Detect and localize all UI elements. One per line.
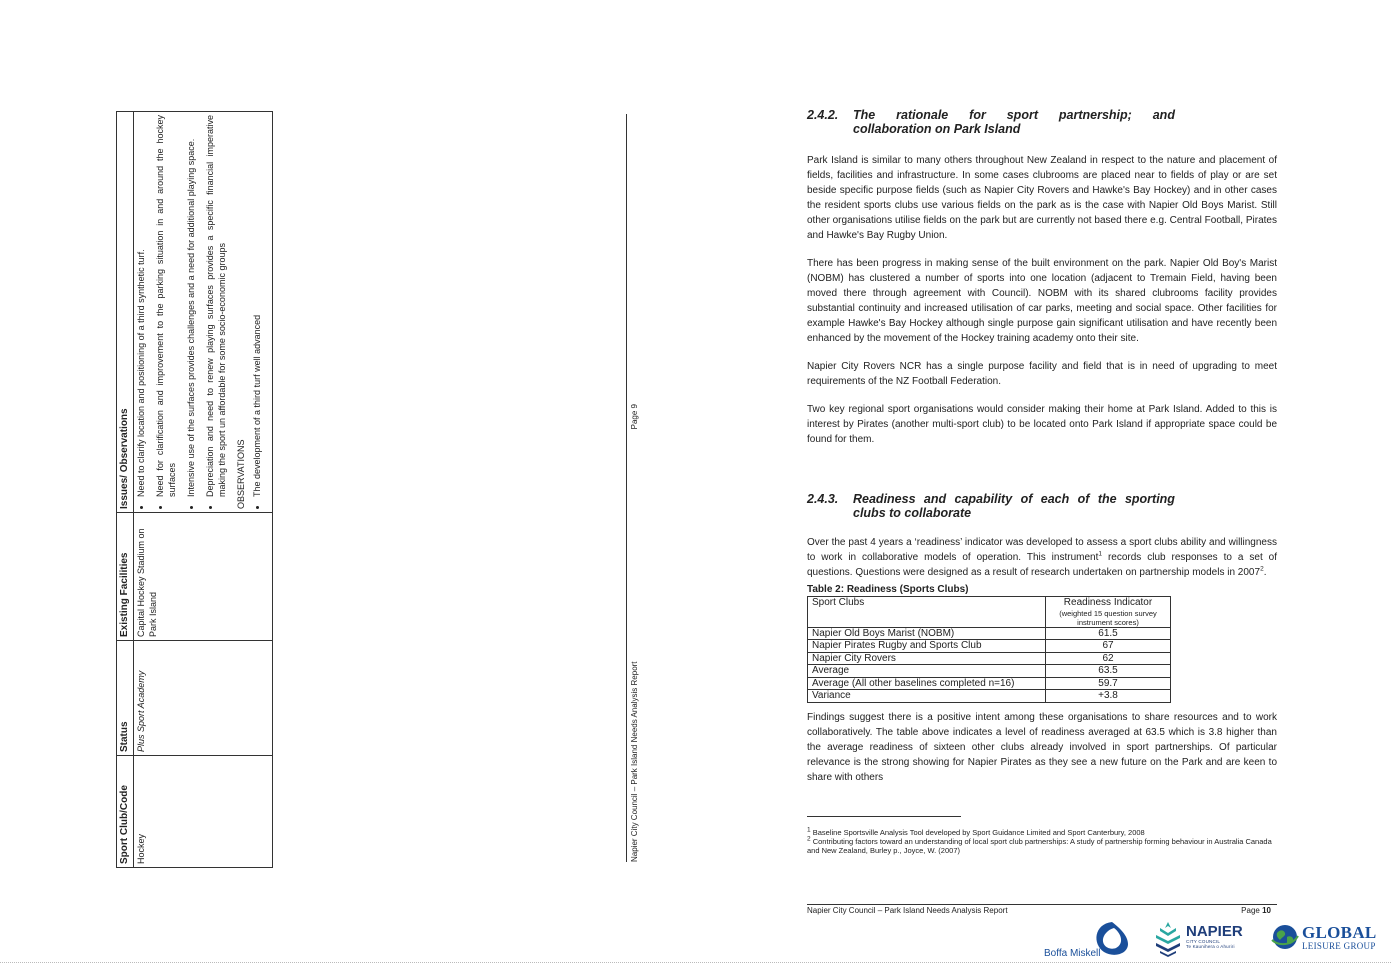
cell-club: Variance bbox=[808, 690, 1046, 703]
heading-word: for bbox=[969, 108, 986, 122]
table-row bbox=[808, 665, 1171, 678]
paragraph: Two key regional sport organisations would consider making their home at Park Island. Added to this is interest by Pirates (another multi-sport club) to be located onto Park Island if appropriate space could be found for them. bbox=[807, 404, 1277, 445]
heading-line-2: clubs to collaborate bbox=[853, 506, 972, 520]
section-2-4-3-heading bbox=[807, 492, 1175, 520]
heading-word: each bbox=[1040, 492, 1070, 506]
cell-value: 59.7 bbox=[1046, 677, 1171, 690]
cell-club: Average (All other baselines completed n=16) bbox=[808, 677, 1046, 690]
table-header-row bbox=[117, 112, 134, 868]
header-readiness-indicator bbox=[1046, 597, 1171, 628]
observations-label: OBSERVATIONS bbox=[236, 439, 247, 509]
cell-value: +3.8 bbox=[1046, 690, 1171, 703]
header-indicator-sub: (weighted 15 question survey instrument scores) bbox=[1059, 608, 1157, 627]
heading-word: Readiness bbox=[853, 492, 916, 506]
header-sport-clubs: Sport Clubs bbox=[808, 597, 1046, 628]
cell-club: Average bbox=[808, 665, 1046, 678]
global-logo-title: GLOBAL bbox=[1302, 923, 1377, 942]
table-row bbox=[808, 677, 1171, 690]
paragraph: Park Island is similar to many others throughout New Zealand in respect to the nature and placement of fields, facilities and infrastructure. In some cases clubrooms are placed near to fields of play or are set beside specific purpose fields (such as Napier City Rovers and Hawke's Bay Hockey) and in other cases the resident sports clubs use various fields on the park as is the case with Napier Old Boys Marist. Still other organisations utilise fields on the park but are currently not based there e.g. Central Football, Pirates and Hawke's Bay Rugby Union. bbox=[807, 155, 1277, 241]
cell-value: 62 bbox=[1046, 652, 1171, 665]
rotated-table-container bbox=[116, 112, 262, 868]
cell-value: 63.5 bbox=[1046, 665, 1171, 678]
globe-icon bbox=[1270, 922, 1300, 952]
section-2-4-2-heading bbox=[807, 108, 1175, 136]
heading-line-1 bbox=[853, 492, 1175, 506]
list-item: • Need to clarify location and positioning of a third synthetic turf. bbox=[135, 115, 147, 497]
left-page-footer bbox=[624, 114, 640, 862]
page-edge-dotted-line bbox=[0, 962, 1391, 963]
footnote-text: Contributing factors toward an understanding of local sport club partnerships: A study of partnership forming behaviour in Australia Canada and New Zealand, Burley p., Joyce, W. (2007) bbox=[807, 836, 1272, 855]
cell-facilities: Capital Hockey Stadium on Park Island bbox=[133, 513, 272, 641]
footnote-ref-1: 1 bbox=[1098, 550, 1102, 558]
heading-word: and bbox=[923, 492, 947, 506]
intro-text: . bbox=[1263, 567, 1267, 578]
cell-value: 67 bbox=[1046, 640, 1171, 653]
section-number: 2.4.2. bbox=[807, 108, 839, 122]
list-item: • Intensive use of the surfaces provides challenges and a need for additional playing space. bbox=[185, 115, 197, 497]
footer-page-number bbox=[1241, 906, 1271, 915]
napier-fern-icon bbox=[1152, 920, 1184, 958]
paragraph: Napier City Rovers NCR has a single purpose facility and field that is in need of upgrading to meet requirements of the NZ Football Federation. bbox=[807, 361, 1277, 387]
rotated-footer-text bbox=[628, 114, 640, 862]
heading-word: partnership; bbox=[1058, 108, 1132, 122]
cell-club: Napier Pirates Rugby and Sports Club bbox=[808, 640, 1046, 653]
napier-city-council-logo bbox=[1152, 920, 1244, 960]
section-number: 2.4.3. bbox=[807, 492, 839, 506]
footer-report-title: Napier City Council – Park Island Needs Analysis Report bbox=[629, 661, 639, 862]
hockey-issues-table bbox=[116, 111, 273, 868]
footer-report-title: Napier City Council – Park Island Needs Analysis Report bbox=[807, 906, 1008, 915]
list-item: • Depreciation and need to renew playing surfaces provides a specific financial imperative making the sport un affordable for some socio-economic groups bbox=[204, 115, 228, 497]
heading-word: the bbox=[1097, 492, 1117, 506]
table-row bbox=[133, 112, 272, 868]
table-row bbox=[808, 640, 1171, 653]
footnote-ref-2: 2 bbox=[1260, 565, 1264, 573]
intro-text: Over the past 4 years a ‘readiness’ indicator was developed to assess a sport clubs ability and willingness to work in collaborative models of operation. This instrument bbox=[807, 537, 1277, 563]
header-sport-club: Sport Club/Code bbox=[117, 756, 134, 868]
right-page bbox=[807, 108, 1277, 855]
heading-line-1 bbox=[853, 108, 1175, 122]
readiness-intro bbox=[807, 535, 1277, 580]
footnote-mark: 1 bbox=[807, 826, 811, 833]
page-label: Page bbox=[1241, 906, 1260, 915]
cell-club: Hockey bbox=[133, 756, 272, 868]
paragraph: There has been progress in making sense of the built environment on the park. Napier Old Boy's Marist (NOBM) has clustered a number of sports into one location (adjacent to Tremain Field, having been moved there through agreement with Council). NOBM with its shared clubrooms facility provides substantial continuity and increased utilisation of car parks, meeting and social space. Other facilities for example Hawke's Bay Hockey although single purpose gain significant utilisation and have recently been enhanced by the movement of the Hockey training academy onto their site. bbox=[807, 258, 1277, 344]
right-footer-rule bbox=[807, 904, 1277, 905]
napier-logo-sub: CITY COUNCIL bbox=[1186, 939, 1221, 944]
list-item: • Need for clarification and improvement to the parking situation in and around the hockey surfaces bbox=[154, 115, 178, 497]
napier-logo-text bbox=[1186, 924, 1243, 949]
napier-logo-title: NAPIER bbox=[1186, 923, 1243, 940]
cell-value: 61.5 bbox=[1046, 627, 1171, 640]
heading-word: sport bbox=[1006, 108, 1038, 122]
page-number: 10 bbox=[1262, 906, 1271, 915]
heading-word: rationale bbox=[896, 108, 949, 122]
boffa-logo-text: Boffa Miskell bbox=[1044, 948, 1101, 959]
right-page-footer bbox=[807, 906, 1271, 915]
napier-logo-maori: Te Kaunihera o Ahuriri bbox=[1186, 944, 1235, 949]
cell-club: Napier City Rovers bbox=[808, 652, 1046, 665]
header-status: Status bbox=[117, 641, 134, 756]
footer-page-number: Page 9 bbox=[629, 404, 639, 430]
table-row bbox=[808, 652, 1171, 665]
header-existing-facilities: Existing Facilities bbox=[117, 513, 134, 641]
cell-club: Napier Old Boys Marist (NOBM) bbox=[808, 627, 1046, 640]
intro-text: records club responses to a set of questions. Questions were designed as a result of research undertaken on partnership models in 2007 bbox=[807, 552, 1278, 578]
global-leisure-group-logo bbox=[1270, 922, 1380, 956]
footnote-1 bbox=[807, 828, 1277, 837]
heading-word: capability bbox=[954, 492, 1013, 506]
heading-word: The bbox=[853, 108, 876, 122]
heading-word: of bbox=[1077, 492, 1090, 506]
findings-paragraph: Findings suggest there is a positive intent among these organisations to share resources and to work collaboratively. The table above indicates a level of readiness averaged at 63.5 which is 3.8 higher than the average readiness of sixteen other clubs already involved in sport partnerships. Of particular relevance is the strong showing for Napier Pirates as they see a new future on the Park and are keen to share with others bbox=[807, 711, 1277, 783]
table-header-row bbox=[808, 597, 1171, 628]
issues-list bbox=[135, 115, 229, 509]
global-logo-sub: LEISURE GROUP bbox=[1302, 941, 1376, 951]
header-indicator-label: Readiness Indicator bbox=[1063, 597, 1153, 608]
boffa-miskell-logo bbox=[1042, 918, 1132, 962]
heading-line-2: collaboration on Park Island bbox=[853, 122, 1021, 136]
cell-status: Plus Sport Academy bbox=[133, 641, 272, 756]
footnote-2 bbox=[807, 837, 1277, 855]
heading-word: sporting bbox=[1124, 492, 1175, 506]
footnote-text: Baseline Sportsville Analysis Tool developed by Sport Guidance Limited and Sport Canterbury, 2008 bbox=[812, 827, 1145, 837]
footer-rule bbox=[626, 114, 627, 862]
table-row bbox=[808, 627, 1171, 640]
global-logo-text bbox=[1302, 924, 1377, 951]
header-issues-observations: Issues/ Observations bbox=[117, 112, 134, 513]
heading-word: and bbox=[1152, 108, 1175, 122]
table-title: Table 2: Readiness (Sports Clubs) bbox=[807, 584, 969, 595]
readiness-table bbox=[807, 596, 1171, 703]
heading-word: of bbox=[1020, 492, 1033, 506]
list-item: • The development of a third turf well advanced bbox=[251, 115, 263, 497]
cell-issues bbox=[133, 112, 272, 513]
table-row bbox=[808, 690, 1171, 703]
footnote-mark: 2 bbox=[807, 835, 811, 842]
observations-list bbox=[251, 115, 263, 509]
